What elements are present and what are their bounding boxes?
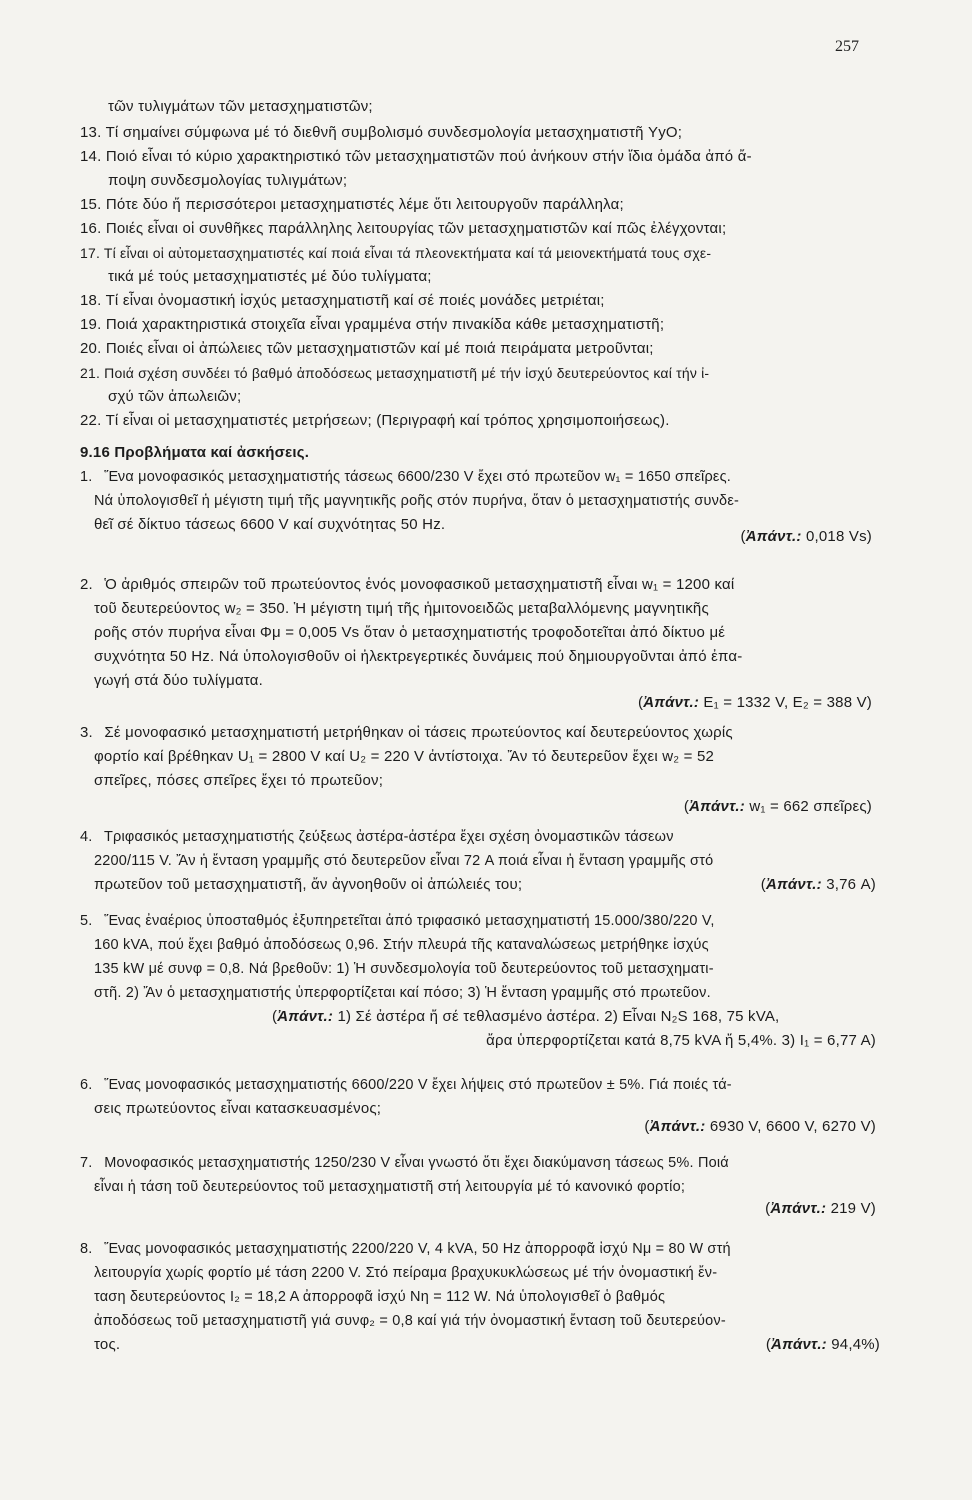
problem-1-line-3: θεῖ σέ δίκτυο τάσεως 6600 V καί συχνότητας 50 Hz. [94, 516, 446, 533]
problem-3-answer: (Ἀπάντ.: w₁ = 662 σπεῖρες) [683, 798, 872, 815]
question-17-cont: τικά μέ τούς μετασχηματιστές μέ δύο τυλίγματα; [108, 268, 432, 285]
question-13: 13. Τί σημαίνει σύμφωνα μέ τό διεθνῆ συμβολισμό συνδεσμολογία μετασχηματιστῆ YyO; [80, 124, 683, 141]
question-22: 22. Τί εἶναι οἱ μετασχηματιστές μετρήσεων; (Περιγραφή καί τρόπος χρησιμοποιήσεως). [80, 412, 670, 429]
problem-1: 1. Ἕνα μονοφασικός μετασχηματιστής τάσεως 6600/230 V ἔχει στό πρωτεῦον w₁ = 1650 σπεῖρες. [80, 469, 731, 485]
problem-6: 6. Ἕνας μονοφασικός μετασχηματιστής 6600/220 V ἔχει λήψεις στό πρωτεῦον ± 5%. Γιά ποιές τά- [80, 1077, 732, 1093]
problem-3-line-2: φορτίο καί βρέθηκαν U₁ = 2800 V καί U₂ = 220 V ἀντίστοιχα. Ἄν τό δευτερεῦον ἔχει w₂ = 52 [94, 748, 715, 765]
question-17: 17. Τί εἶναι οἱ αὐτομετασχηματιστές καί ποιά εἶναι τά πλεονεκτήματα καί τά μειονεκτήματά τους σχε- [80, 245, 712, 261]
problem-7: 7. Μονοφασικός μετασχηματιστής 1250/230 V εἶναι γνωστό ὅτι ἔχει διακύμανση τάσεως 5%. Ποιά [80, 1155, 729, 1171]
question-21-cont: σχύ τῶν ἀπωλειῶν; [108, 388, 242, 405]
problem-6-line-2: σεις πρωτεύοντος εἶναι κατασκευασμένος; [94, 1100, 382, 1117]
problem-5-answer: (Ἀπάντ.: 1) Σέ ἀστέρα ἤ σέ τεθλασμένο ἀστέρα. 2) Εἶναι N₂S 168, 75 kVA, [272, 1008, 780, 1025]
problem-8-line-2: λειτουργία χωρίς φορτίο μέ τάση 2200 V. Στό πείραμα βραχυκυκλώσεως μέ τήν ὀνομαστική ἔν- [94, 1265, 718, 1281]
page-number: 257 [835, 38, 859, 55]
question-21: 21. Ποιά σχέση συνδέει τό βαθμό ἀποδόσεως μετασχηματιστῆ μέ τήν ἰσχύ δευτερεύοντος καί τήν ἰ- [80, 365, 710, 381]
problem-2-line-2: τοῦ δευτερεύοντος w₂ = 350. Ἡ μέγιστη τιμή τῆς ἡμιτονοειδῶς μεταβαλλόμενης μαγνητικῆς [94, 600, 709, 617]
problem-5-line-2: 160 kVA, πού ἔχει βαθμό ἀποδόσεως 0,96. Στήν πλευρά τῆς καταναλώσεως μετρήθηκε ἰσχύς [94, 937, 709, 953]
problem-4-line-2: 2200/115 V. Ἄν ἡ ἔνταση γραμμῆς στό δευτερεῦον εἶναι 72 A ποιά εἶναι ἡ ἔνταση γραμμῆς στό [94, 853, 714, 869]
problem-7-answer: (Ἀπάντ.: 219 V) [765, 1200, 876, 1217]
problem-8-line-4: ἀποδόσεως τοῦ μετασχηματιστῆ γιά συνφ₂ = 0,8 καί γιά τήν ὀνομαστική ἔνταση τοῦ δευτερεύον- [94, 1313, 726, 1329]
problem-2-line-4: συχνότητα 50 Hz. Νά ὑπολογισθοῦν οἱ ἠλεκτρεγερτικές δυνάμεις πού δημιουργοῦνται ἀπό ἐπα- [94, 648, 743, 665]
problem-8-answer: (Ἀπάντ.: 94,4%) [765, 1336, 880, 1353]
problem-6-answer: (Ἀπάντ.: 6930 V, 6600 V, 6270 V) [644, 1118, 876, 1135]
problem-4-line-3: πρωτεῦον τοῦ μετασχηματιστῆ, ἄν ἀγνοηθοῦν οἱ ἀπώλειές του; [94, 876, 523, 893]
problem-5-line-3: 135 kW μέ συνφ = 0,8. Νά βρεθοῦν: 1) Ἡ συνδεσμολογία τοῦ δευτερεύοντος τοῦ μετασχηματι- [94, 961, 714, 977]
problem-4: 4. Τριφασικός μετασχηματιστής ζεύξεως ἀστέρα-ἀστέρα ἔχει σχέση ὀνομαστικῶν τάσεων [80, 829, 674, 845]
section-title: 9.16 Προβλήματα καί ἀσκήσεις. [80, 444, 310, 461]
problem-2-line-5: γωγή στά δύο τυλίγματα. [94, 672, 264, 689]
problem-5: 5. Ἕνας ἐναέριος ὑποσταθμός ἐξυπηρετεῖται ἀπό τριφασικό μετασχηματιστή 15.000/380/220 V, [80, 913, 715, 929]
problem-1-answer: (Ἀπάντ.: 0,018 Vs) [740, 528, 872, 545]
problem-8: 8. Ἕνας μονοφασικός μετασχηματιστής 2200/220 V, 4 kVA, 50 Hz ἀπορροφᾶ ἰσχύ Nμ = 80 W στή [80, 1241, 731, 1257]
problem-1-line-2: Νά ὑπολογισθεῖ ἡ μέγιστη τιμή τῆς μαγνητικῆς ροῆς στόν πυρήνα, ὅταν ὁ μετασχηματιστής συνδε- [94, 493, 740, 509]
problem-8-line-3: ταση δευτερεύοντος I₂ = 18,2 A ἀπορροφᾶ ἰσχύ Nη = 112 W. Νά ὑπολογισθεῖ ὁ βαθμός [94, 1289, 666, 1305]
question-19: 19. Ποιά χαρακτηριστικά στοιχεῖα εἶναι γραμμένα στήν πινακίδα κάθε μετασχηματιστῆ; [80, 316, 665, 333]
question-line: τῶν τυλιγμάτων τῶν μετασχηματιστῶν; [108, 98, 373, 115]
problem-2-line-3: ροῆς στόν πυρήνα εἶναι Φμ = 0,005 Vs ὅταν ὁ μετασχηματιστής τροφοδοτεῖται ἀπό δίκτυο μέ [94, 624, 726, 641]
problem-7-line-2: εἶναι ἡ τάση τοῦ δευτερεύοντος τοῦ μετασχηματιστῆ στή λειτουργία μέ τό κανονικό φορτίο; [94, 1179, 686, 1195]
problem-5-answer-cont: ἄρα ὑπερφορτίζεται κατά 8,75 kVA ἤ 5,4%. 3) I₁ = 6,77 A) [486, 1032, 876, 1049]
question-18: 18. Τί εἶναι ὀνομαστική ἰσχύς μετασχηματιστῆ καί σέ ποιές μονάδες μετριέται; [80, 292, 605, 309]
problem-3-line-3: σπεῖρες, πόσες σπεῖρες ἔχει τό πρωτεῦον; [94, 772, 384, 789]
problem-8-line-5: τος. [94, 1336, 121, 1353]
problem-2-answer: (Ἀπάντ.: E₁ = 1332 V, E₂ = 388 V) [637, 694, 872, 711]
question-14: 14. Ποιό εἶναι τό κύριο χαρακτηριστικό τῶν μετασχηματιστῶν πού ἀνήκουν στήν ἴδια ὁμάδα ἀπό ἄ- [80, 148, 752, 165]
question-15: 15. Πότε δύο ἤ περισσότεροι μετασχηματιστές λέμε ὅτι λειτουργοῦν παράλληλα; [80, 196, 624, 213]
problem-2: 2. Ὁ ἀριθμός σπειρῶν τοῦ πρωτεύοντος ἑνός μονοφασικοῦ μετασχηματιστῆ εἶναι w₁ = 1200 καί [80, 576, 735, 593]
question-20: 20. Ποιές εἶναι οἱ ἀπώλειες τῶν μετασχηματιστῶν καί μέ ποιά πειράματα μετροῦνται; [80, 340, 654, 357]
question-14-cont: ποψη συνδεσμολογίας τυλιγμάτων; [108, 172, 348, 189]
problem-4-answer: (Ἀπάντ.: 3,76 A) [760, 876, 876, 893]
question-16: 16. Ποιές εἶναι οἱ συνθῆκες παράλληλης λειτουργίας τῶν μετασχηματιστῶν καί πῶς ἐλέγχονται; [80, 220, 727, 237]
problem-3: 3. Σέ μονοφασικό μετασχηματιστή μετρήθηκαν οἱ τάσεις πρωτεύοντος καί δευτερεύοντος χωρίς [80, 724, 733, 741]
problem-5-line-4: στῆ. 2) Ἄν ὁ μετασχηματιστής ὑπερφορτίζεται καί πόσο; 3) Ἡ ἔνταση γραμμῆς στό πρωτεῦον. [94, 985, 711, 1001]
